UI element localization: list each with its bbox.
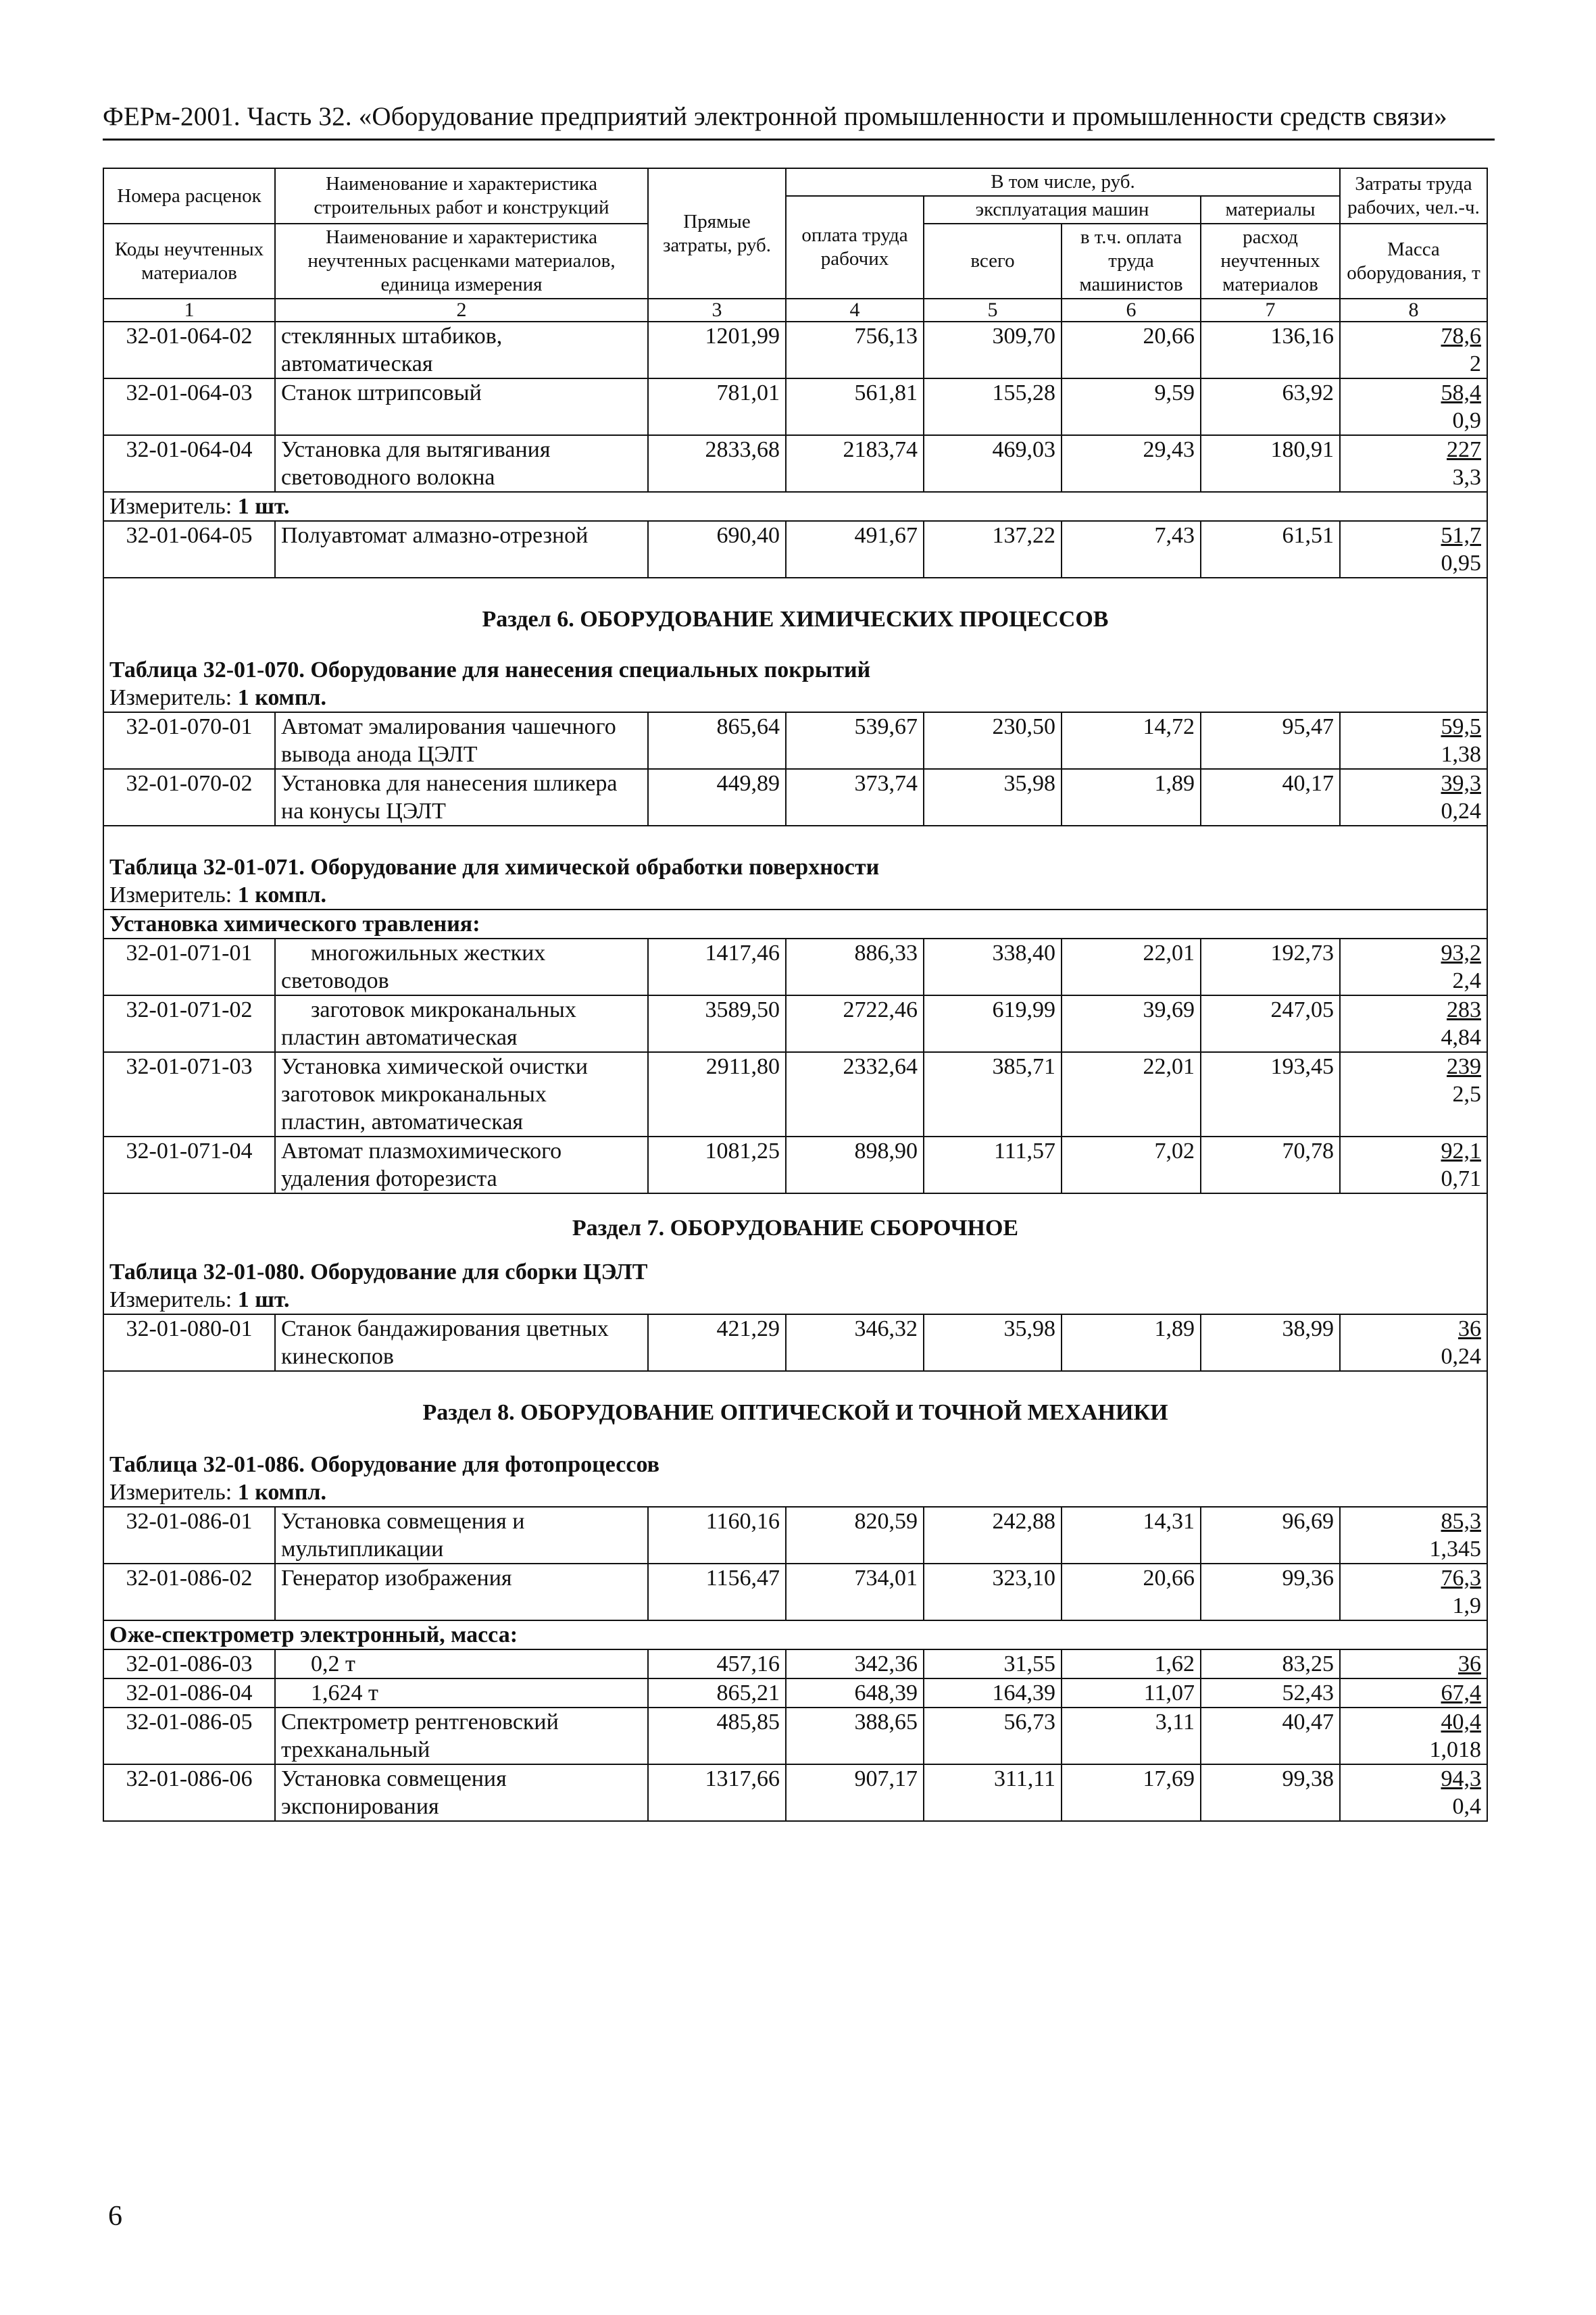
mass-value: 3,3 xyxy=(1452,465,1481,490)
col-mass: Масса оборудования, т xyxy=(1340,224,1487,299)
rate-name xyxy=(275,995,648,1052)
column-number: 5 xyxy=(924,299,1062,322)
direct-costs: 1201,99 xyxy=(648,322,786,378)
material-costs: 193,45 xyxy=(1201,1052,1340,1137)
rate-name-line: на конусы ЦЭЛТ xyxy=(281,799,446,824)
rate-name xyxy=(275,712,648,769)
direct-costs: 1417,46 xyxy=(648,939,786,995)
running-header: ФЕРм-2001. Часть 32. «Оборудование предприятий электронной промышленности и промышленности средств связи» xyxy=(103,102,1447,131)
labor-value: 78,6 xyxy=(1441,324,1481,349)
col-wages: оплата труда рабочих xyxy=(786,196,924,299)
material-costs: 96,69 xyxy=(1201,1507,1340,1564)
machine-costs: 35,98 xyxy=(924,1314,1062,1371)
machinist-wages: 20,66 xyxy=(1062,1564,1201,1620)
machine-costs: 385,71 xyxy=(924,1052,1062,1137)
labor-and-mass xyxy=(1340,322,1487,378)
worker-wages: 346,32 xyxy=(786,1314,924,1371)
worker-wages: 2722,46 xyxy=(786,995,924,1052)
section-title-cell: Раздел 6. ОБОРУДОВАНИЕ ХИМИЧЕСКИХ ПРОЦЕССОВ xyxy=(103,578,1487,647)
worker-wages: 734,01 xyxy=(786,1564,924,1620)
labor-and-mass xyxy=(1340,378,1487,435)
mass-value: 0,9 xyxy=(1452,408,1481,433)
col-code-bottom: Коды неучтенных материалов xyxy=(103,224,275,299)
machine-costs: 309,70 xyxy=(924,322,1062,378)
rate-name xyxy=(275,1314,648,1371)
rate-code: 32-01-071-04 xyxy=(103,1137,275,1193)
unit-row xyxy=(103,1478,1487,1507)
rate-code: 32-01-071-03 xyxy=(103,1052,275,1137)
machinist-wages: 29,43 xyxy=(1062,435,1201,492)
table-row xyxy=(103,769,1487,826)
worker-wages: 342,36 xyxy=(786,1649,924,1678)
rate-name-line: мультипликации xyxy=(281,1537,444,1562)
mass-value: 0,4 xyxy=(1452,1794,1481,1819)
table-title xyxy=(103,1251,1487,1286)
rates-sheet xyxy=(103,168,1487,1822)
rate-name xyxy=(275,1052,648,1137)
worker-wages: 388,65 xyxy=(786,1708,924,1764)
table-title xyxy=(103,1440,1487,1478)
unit-label: Измеритель: xyxy=(109,882,238,907)
labor-and-mass xyxy=(1340,712,1487,769)
worker-wages: 648,39 xyxy=(786,1678,924,1708)
rate-name xyxy=(275,939,648,995)
machinist-wages: 14,72 xyxy=(1062,712,1201,769)
table-row xyxy=(103,712,1487,769)
table-row xyxy=(103,1137,1487,1193)
labor-and-mass xyxy=(1340,1708,1487,1764)
unit-value: 1 компл. xyxy=(237,1480,327,1505)
unit-row xyxy=(103,684,1487,712)
section-title-cell: Раздел 8. ОБОРУДОВАНИЕ ОПТИЧЕСКОЙ И ТОЧНОЙ МЕХАНИКИ xyxy=(103,1371,1487,1440)
rate-name-line: световодов xyxy=(281,968,389,993)
rate-name-line: Установка химической очистки xyxy=(281,1054,588,1079)
rate-name xyxy=(275,322,648,378)
material-costs: 40,47 xyxy=(1201,1708,1340,1764)
column-number: 1 xyxy=(103,299,275,322)
labor-and-mass xyxy=(1340,1507,1487,1564)
rate-code: 32-01-071-02 xyxy=(103,995,275,1052)
rate-name-line: автоматическая xyxy=(281,351,433,376)
machine-costs: 323,10 xyxy=(924,1564,1062,1620)
section-title xyxy=(103,1371,1487,1440)
header-rule xyxy=(103,139,1495,141)
col-materials: материалы xyxy=(1201,196,1340,224)
rate-code: 32-01-086-06 xyxy=(103,1764,275,1821)
column-numbers-row xyxy=(103,299,1487,322)
mass-value: 0,24 xyxy=(1441,799,1481,824)
machinist-wages: 1,89 xyxy=(1062,769,1201,826)
unit-value: 1 шт. xyxy=(237,494,290,519)
unit-label: Измеритель: xyxy=(109,1287,238,1312)
rate-name-line: экспонирования xyxy=(281,1794,439,1819)
table-title-cell: Таблица 32-01-071. Оборудование для химической обработки поверхности xyxy=(103,826,1487,881)
rate-name xyxy=(275,1137,648,1193)
material-costs: 63,92 xyxy=(1201,378,1340,435)
material-costs: 192,73 xyxy=(1201,939,1340,995)
col-machines-total: всего xyxy=(924,224,1062,299)
rates-table xyxy=(103,168,1488,1822)
rate-code: 32-01-064-02 xyxy=(103,322,275,378)
rate-name-line: 1,624 т xyxy=(311,1681,378,1706)
material-costs: 40,17 xyxy=(1201,769,1340,826)
unit-row-cell xyxy=(103,492,1487,521)
machinist-wages: 22,01 xyxy=(1062,939,1201,995)
table-row xyxy=(103,1708,1487,1764)
labor-and-mass xyxy=(1340,1137,1487,1193)
rate-code: 32-01-086-04 xyxy=(103,1678,275,1708)
mass-value: 1,345 xyxy=(1429,1537,1481,1562)
mass-value: 0,71 xyxy=(1441,1166,1481,1191)
worker-wages: 886,33 xyxy=(786,939,924,995)
rate-code: 32-01-071-01 xyxy=(103,939,275,995)
group-row-cell: Оже-спектрометр электронный, масса: xyxy=(103,1620,1487,1649)
unit-row-cell xyxy=(103,1478,1487,1507)
unit-label: Измеритель: xyxy=(109,1480,238,1505)
unit-label: Измеритель: xyxy=(109,685,238,710)
machine-costs: 31,55 xyxy=(924,1649,1062,1678)
direct-costs: 1317,66 xyxy=(648,1764,786,1821)
machine-costs: 137,22 xyxy=(924,521,1062,578)
labor-and-mass xyxy=(1340,1764,1487,1821)
mass-value: 1,9 xyxy=(1452,1593,1481,1618)
rate-code: 32-01-086-03 xyxy=(103,1649,275,1678)
labor-and-mass xyxy=(1340,995,1487,1052)
material-costs: 38,99 xyxy=(1201,1314,1340,1371)
unit-value: 1 шт. xyxy=(237,1287,290,1312)
mass-value: 0,95 xyxy=(1441,551,1481,576)
table-row xyxy=(103,322,1487,378)
table-row xyxy=(103,1314,1487,1371)
labor-value: 51,7 xyxy=(1441,523,1481,548)
table-row xyxy=(103,435,1487,492)
machinist-wages: 39,69 xyxy=(1062,995,1201,1052)
rate-name-line: Генератор изображения xyxy=(281,1566,512,1591)
machinist-wages: 20,66 xyxy=(1062,322,1201,378)
material-costs: 83,25 xyxy=(1201,1649,1340,1678)
rate-code: 32-01-064-05 xyxy=(103,521,275,578)
direct-costs: 3589,50 xyxy=(648,995,786,1052)
group-row xyxy=(103,910,1487,939)
labor-and-mass xyxy=(1340,435,1487,492)
machine-costs: 164,39 xyxy=(924,1678,1062,1708)
labor-value: 283 xyxy=(1447,997,1481,1022)
rate-code: 32-01-064-03 xyxy=(103,378,275,435)
col-code-top: Номера расценок xyxy=(103,168,275,224)
labor-value: 94,3 xyxy=(1441,1766,1481,1791)
labor-value: 85,3 xyxy=(1441,1509,1481,1534)
labor-and-mass xyxy=(1340,1314,1487,1371)
labor-value: 239 xyxy=(1447,1054,1481,1079)
rate-name xyxy=(275,1564,648,1620)
rate-name-line: Установка совмещения и xyxy=(281,1509,525,1534)
rate-code: 32-01-086-02 xyxy=(103,1564,275,1620)
machinist-wages: 3,11 xyxy=(1062,1708,1201,1764)
rate-name-line: 0,2 т xyxy=(311,1651,355,1676)
col-machines-wages: в т.ч. оплата труда машинистов xyxy=(1062,224,1201,299)
labor-and-mass xyxy=(1340,1678,1487,1708)
labor-and-mass xyxy=(1340,769,1487,826)
rate-name-line: Установка совмещения xyxy=(281,1766,507,1791)
direct-costs: 449,89 xyxy=(648,769,786,826)
table-row xyxy=(103,378,1487,435)
table-row xyxy=(103,995,1487,1052)
column-number: 8 xyxy=(1340,299,1487,322)
machine-costs: 230,50 xyxy=(924,712,1062,769)
labor-and-mass xyxy=(1340,1649,1487,1678)
rate-name xyxy=(275,1649,648,1678)
direct-costs: 2833,68 xyxy=(648,435,786,492)
labor-value: 40,4 xyxy=(1441,1710,1481,1735)
table-row xyxy=(103,939,1487,995)
rate-name-line: стеклянных штабиков, xyxy=(281,324,503,349)
machine-costs: 111,57 xyxy=(924,1137,1062,1193)
labor-value: 76,3 xyxy=(1441,1566,1481,1591)
unit-row-cell xyxy=(103,1286,1487,1314)
rate-name xyxy=(275,769,648,826)
group-row-cell: Установка химического травления: xyxy=(103,910,1487,939)
rate-code: 32-01-070-01 xyxy=(103,712,275,769)
material-costs: 52,43 xyxy=(1201,1678,1340,1708)
unit-value: 1 компл. xyxy=(237,882,327,907)
rate-name-line: Спектрометр рентгеновский xyxy=(281,1710,559,1735)
rate-name-line: Полуавтомат алмазно-отрезной xyxy=(281,523,589,548)
labor-and-mass xyxy=(1340,521,1487,578)
table-row xyxy=(103,1507,1487,1564)
table-title xyxy=(103,826,1487,881)
rate-name-line: вывода анода ЦЭЛТ xyxy=(281,742,478,767)
col-labor: Затраты труда рабочих, чел.-ч. xyxy=(1340,168,1487,224)
machine-costs: 242,88 xyxy=(924,1507,1062,1564)
rate-name-line: пластин автоматическая xyxy=(281,1025,518,1050)
direct-costs: 2911,80 xyxy=(648,1052,786,1137)
col-direct: Прямые затраты, руб. xyxy=(648,168,786,299)
rate-name xyxy=(275,1708,648,1764)
table-title xyxy=(103,647,1487,684)
labor-value: 39,3 xyxy=(1441,771,1481,796)
unit-label: Измеритель: xyxy=(109,494,238,519)
group-row xyxy=(103,1620,1487,1649)
col-name-bottom: Наименование и характеристика неучтенных расценками материалов, единица измерения xyxy=(275,224,648,299)
column-number: 7 xyxy=(1201,299,1340,322)
col-machines: эксплуатация машин xyxy=(924,196,1201,224)
col-incl: В том числе, руб. xyxy=(786,168,1340,196)
section-title xyxy=(103,578,1487,647)
machinist-wages: 22,01 xyxy=(1062,1052,1201,1137)
rate-name-line: многожильных жестких xyxy=(311,941,546,966)
rate-name-line: Автомат эмалирования чашечного xyxy=(281,714,616,739)
labor-value: 92,1 xyxy=(1441,1139,1481,1164)
machinist-wages: 1,62 xyxy=(1062,1649,1201,1678)
labor-value: 67,4 xyxy=(1441,1681,1481,1706)
labor-and-mass xyxy=(1340,1564,1487,1620)
unit-value: 1 компл. xyxy=(237,685,327,710)
mass-value: 4,84 xyxy=(1441,1025,1481,1050)
direct-costs: 1160,16 xyxy=(648,1507,786,1564)
mass-value: 2,5 xyxy=(1452,1082,1481,1107)
material-costs: 61,51 xyxy=(1201,521,1340,578)
rate-name-line: Автомат плазмохимического xyxy=(281,1139,562,1164)
col-materials-sub: расход неучтенных материалов xyxy=(1201,224,1340,299)
labor-and-mass xyxy=(1340,939,1487,995)
column-number: 4 xyxy=(786,299,924,322)
unit-row-cell xyxy=(103,881,1487,910)
material-costs: 247,05 xyxy=(1201,995,1340,1052)
rate-code: 32-01-070-02 xyxy=(103,769,275,826)
material-costs: 180,91 xyxy=(1201,435,1340,492)
rate-name xyxy=(275,435,648,492)
mass-value: 1,38 xyxy=(1441,742,1481,767)
worker-wages: 561,81 xyxy=(786,378,924,435)
worker-wages: 2183,74 xyxy=(786,435,924,492)
rate-name-line: трехканальный xyxy=(281,1737,430,1762)
machinist-wages: 17,69 xyxy=(1062,1764,1201,1821)
machinist-wages: 1,89 xyxy=(1062,1314,1201,1371)
direct-costs: 781,01 xyxy=(648,378,786,435)
table-row xyxy=(103,1649,1487,1678)
direct-costs: 865,21 xyxy=(648,1678,786,1708)
rate-code: 32-01-086-05 xyxy=(103,1708,275,1764)
rate-name-line: Станок бандажирования цветных xyxy=(281,1316,609,1341)
direct-costs: 421,29 xyxy=(648,1314,786,1371)
col-name-top: Наименование и характеристика строительных работ и конструкций xyxy=(275,168,648,224)
worker-wages: 2332,64 xyxy=(786,1052,924,1137)
worker-wages: 373,74 xyxy=(786,769,924,826)
mass-value: 2,4 xyxy=(1452,968,1481,993)
machinist-wages: 7,43 xyxy=(1062,521,1201,578)
material-costs: 99,38 xyxy=(1201,1764,1340,1821)
machine-costs: 155,28 xyxy=(924,378,1062,435)
section-title xyxy=(103,1193,1487,1251)
labor-value: 36 xyxy=(1458,1651,1481,1676)
machinist-wages: 14,31 xyxy=(1062,1507,1201,1564)
direct-costs: 690,40 xyxy=(648,521,786,578)
labor-value: 59,5 xyxy=(1441,714,1481,739)
worker-wages: 898,90 xyxy=(786,1137,924,1193)
table-row xyxy=(103,1678,1487,1708)
rate-name-line: заготовок микроканальных xyxy=(311,997,576,1022)
table-row xyxy=(103,1764,1487,1821)
labor-value: 58,4 xyxy=(1441,380,1481,405)
labor-value: 227 xyxy=(1447,437,1481,462)
machinist-wages: 7,02 xyxy=(1062,1137,1201,1193)
material-costs: 99,36 xyxy=(1201,1564,1340,1620)
machine-costs: 469,03 xyxy=(924,435,1062,492)
worker-wages: 820,59 xyxy=(786,1507,924,1564)
material-costs: 70,78 xyxy=(1201,1137,1340,1193)
column-number: 6 xyxy=(1062,299,1201,322)
worker-wages: 907,17 xyxy=(786,1764,924,1821)
rate-name-line: пластин, автоматическая xyxy=(281,1110,524,1135)
page-number: 6 xyxy=(108,2201,122,2232)
rate-code: 32-01-086-01 xyxy=(103,1507,275,1564)
machine-costs: 311,11 xyxy=(924,1764,1062,1821)
header-row-1 xyxy=(103,168,1487,196)
direct-costs: 865,64 xyxy=(648,712,786,769)
mass-value: 1,018 xyxy=(1429,1737,1481,1762)
worker-wages: 756,13 xyxy=(786,322,924,378)
table-title-cell: Таблица 32-01-080. Оборудование для сборки ЦЭЛТ xyxy=(103,1251,1487,1286)
unit-row-cell xyxy=(103,684,1487,712)
column-number: 3 xyxy=(648,299,786,322)
rate-name xyxy=(275,378,648,435)
table-row xyxy=(103,521,1487,578)
rate-code: 32-01-080-01 xyxy=(103,1314,275,1371)
machinist-wages: 9,59 xyxy=(1062,378,1201,435)
rate-name-line: Установка для нанесения шликера xyxy=(281,771,618,796)
material-costs: 136,16 xyxy=(1201,322,1340,378)
labor-and-mass xyxy=(1340,1052,1487,1137)
rate-name-line: Установка для вытягивания xyxy=(281,437,551,462)
rate-name xyxy=(275,1764,648,1821)
mass-value: 2 xyxy=(1470,351,1481,376)
worker-wages: 539,67 xyxy=(786,712,924,769)
table-title-cell: Таблица 32-01-070. Оборудование для нанесения специальных покрытий xyxy=(103,647,1487,684)
unit-row xyxy=(103,881,1487,910)
direct-costs: 1156,47 xyxy=(648,1564,786,1620)
column-number: 2 xyxy=(275,299,648,322)
machinist-wages: 11,07 xyxy=(1062,1678,1201,1708)
machine-costs: 56,73 xyxy=(924,1708,1062,1764)
rate-name xyxy=(275,1678,648,1708)
labor-value: 93,2 xyxy=(1441,941,1481,966)
rate-name xyxy=(275,521,648,578)
rate-name-line: удаления фоторезиста xyxy=(281,1166,497,1191)
mass-value: 0,24 xyxy=(1441,1344,1481,1369)
rate-name-line: Станок штрипсовый xyxy=(281,380,482,405)
rate-name-line: заготовок микроканальных xyxy=(281,1082,547,1107)
rate-code: 32-01-064-04 xyxy=(103,435,275,492)
machine-costs: 619,99 xyxy=(924,995,1062,1052)
direct-costs: 457,16 xyxy=(648,1649,786,1678)
material-costs: 95,47 xyxy=(1201,712,1340,769)
section-title-cell: Раздел 7. ОБОРУДОВАНИЕ СБОРОЧНОЕ xyxy=(103,1193,1487,1251)
direct-costs: 1081,25 xyxy=(648,1137,786,1193)
rate-name-line: световодного волокна xyxy=(281,465,495,490)
table-row xyxy=(103,1052,1487,1137)
worker-wages: 491,67 xyxy=(786,521,924,578)
machine-costs: 338,40 xyxy=(924,939,1062,995)
rate-name xyxy=(275,1507,648,1564)
direct-costs: 485,85 xyxy=(648,1708,786,1764)
unit-row xyxy=(103,1286,1487,1314)
unit-row xyxy=(103,492,1487,521)
table-title-cell: Таблица 32-01-086. Оборудование для фотопроцессов xyxy=(103,1440,1487,1478)
table-row xyxy=(103,1564,1487,1620)
labor-value: 36 xyxy=(1458,1316,1481,1341)
machine-costs: 35,98 xyxy=(924,769,1062,826)
rate-name-line: кинескопов xyxy=(281,1344,394,1369)
